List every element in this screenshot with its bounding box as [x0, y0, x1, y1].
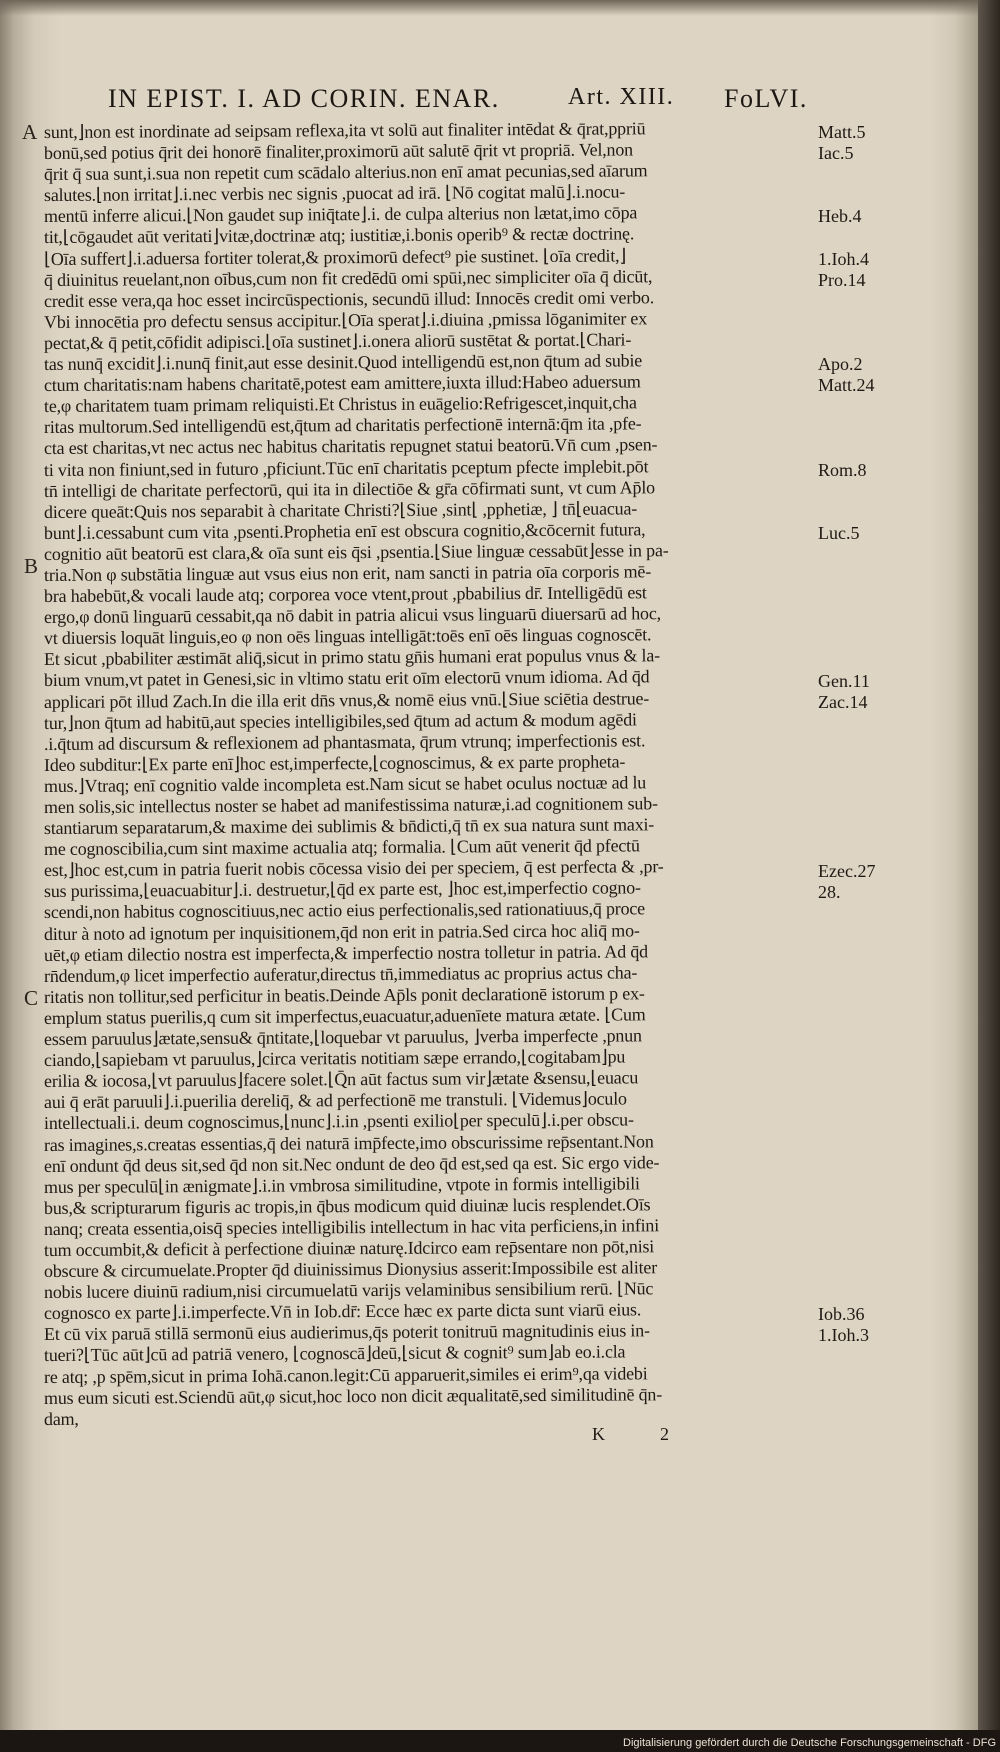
text-line: intellectuali.i. deum cognoscimus,⌊nunc⌋.i.in ,psenti exilio⌊per speculū⌋.i.per obscu-	[43, 1109, 634, 1134]
text-line: cognitio aūt beatorū est clara,& oīa sunt eis q̄si ,psentia.⌊Siue linguæ cessabūt⌋esse in pa-	[43, 540, 669, 564]
text-line: sus purissima,⌊euacuabitur⌋.i. destruetur,⌊q̄d ex parte est, ⌋hoc est,imperfectio cogno-	[43, 877, 641, 902]
text-line: salutes.⌊non irritat⌋.i.nec verbis nec signis ,puocat ad irā. ⌊Nō cogitat malū⌋.i.nocu-	[43, 181, 626, 206]
margin-reference: 1.Ioh.4	[818, 248, 869, 269]
margin-reference: Rom.8	[818, 459, 867, 480]
section-letter-a: A	[22, 120, 38, 144]
text-line: rn̄dendum,φ licet imperfectio auferatur,directus tn̄,immediatus ac proprius actus cha-	[43, 962, 638, 986]
margin-reference: Iac.5	[818, 143, 854, 164]
margin-reference: Gen.11	[818, 670, 870, 691]
text-line: erilia & iocosa,⌊vt paruulus⌋facere solet.⌊Q̄n aūt factus sum vir⌋ætate &sensu,⌊euacu	[43, 1067, 639, 1092]
text-line: tueri?⌊Tūc aūt⌋cū ad patriā venero, ⌊cognoscā⌋deū,⌊sicut & cognit⁹ sum⌋ab eo.i.cla	[43, 1341, 626, 1366]
text-line: tit,⌊cōgaudet aūt veritati⌋vitæ,doctrinæ atq; iustitiæ,i.bonis operib⁹ & rectæ doctrinę.	[43, 223, 635, 248]
signature-letter: K	[592, 1424, 605, 1444]
text-line: men solis,sic intellectus noster se habet ad manifestissima naturæ,i.ad cognitionem sub-	[43, 793, 658, 817]
text-line: mus eum sicuti est.Sciendū aūt,φ sicut,hoc loco non dicit æqualitatē,sed similitudinē q̄n-	[43, 1383, 663, 1408]
margin-reference: Matt.24	[818, 375, 875, 396]
margin-reference: 1.Ioh.3	[818, 1324, 869, 1345]
text-line: tur,⌋non q̄tum ad habitū,aut species intelligibiles,sed q̄tum ad actum & modum agēdi	[43, 709, 637, 733]
text-line: scendi,non habitus cognoscitiuus,nec actio eius perfectionalis,sed rationatiuus,q̄ proce	[43, 898, 645, 923]
margin-reference: Heb.4	[818, 206, 862, 227]
text-line: tum occumbit,& deficit à perfectione diuinæ naturę.Idcirco eam rep̄sentare non pōt,nisi	[43, 1236, 655, 1260]
text-line: stantiarum separatarum,& maxime dei sublimis & bn̄dicti,q̄ tn̄ ex sua natura sunt maxi-	[43, 814, 655, 839]
book-edge	[978, 0, 1000, 1730]
signature-line	[0, 1424, 978, 1448]
text-line: dam,	[43, 1408, 79, 1429]
margin-reference: Iob.36	[818, 1303, 865, 1324]
text-line: bra habebūt,& vocali laude atq; corporea voce vtent,prout ,pbabilius dr̄. Intelligēdū est	[43, 582, 647, 607]
margin-reference: Luc.5	[818, 522, 860, 543]
text-line: tn̄ intelligi de charitate perfectorū, qui ita in dilectiōe & gr̄a cōfirmati sunt, vt cum Ap̄lo	[43, 476, 655, 501]
text-line: ditur à noto ad ignotum per inquisitionem,q̄d non erit in patria.Sed circa hoc aliq̄ mo-	[43, 919, 640, 944]
text-line: applicari pōt illud Zach.In die illa erit dn̄s vnus,& nomē eius vnū.⌊Siue sciētia destrue-	[43, 687, 650, 712]
body-text	[43, 118, 816, 1430]
text-line: ritatis non tollitur,sed perficitur in beatis.Deinde Ap̄ls ponit declarationē istorum p ex-	[43, 983, 645, 1007]
margin-reference: Ezec.27	[818, 860, 876, 881]
text-line: tas nunq̄ excidit⌋.i.nunq̄ finit,aut esse desinit.Quod intelligendū est,non q̄tum ad subie	[43, 350, 643, 375]
text-line: me cognoscibilia,cum sint maxime actualia atq; formalia. ⌊Cum aūt venerit q̄d pfectū	[43, 835, 640, 860]
section-letter-c: C	[24, 986, 39, 1010]
text-line: essem paruulus⌋ætate,sensu& q̄ntitate,⌊loquebar vt paruulus, ⌋verba imperfecte ,pnun	[43, 1025, 642, 1050]
text-line: re atq; ,p spēm,sicut in prima Iohā.canon.legit:Cū apparuerit,similes ei erim⁹,qa videbi	[43, 1362, 648, 1387]
text-line: tria.Non φ substātia linguæ aut vsus eius non erit, nam sancti in patria oīa corporis mē-	[43, 561, 652, 585]
margin-reference: Apo.2	[818, 354, 863, 375]
text-line: mus per speculū⌊in ænigmate⌋.i.in vmbrosa similitudine, vtpote in formis intelligibili	[43, 1173, 640, 1197]
text-line: aui q̄ erāt paruuli⌋.i.puerilia dereliq̄, & ad perfectionē me transtuli. ⌊Videmus⌋oculo	[43, 1088, 627, 1113]
text-line: bonū,sed potius q̄rit dei honorē finaliter,proximorū aūt salutē q̄rit vt propriā. Vel,non	[43, 139, 633, 164]
text-line: ras imagines,s.creatas essentias,q̄ dei naturā imp̄fecte,imo obscurissime rep̄sentant.Non	[43, 1130, 654, 1155]
text-line: bunt⌋.i.cessabunt cum vita ,psenti.Prophetia enī est obscura cognitio,&cōcernit futura,	[43, 519, 646, 543]
text-line: bium vnum,vt patet in Genesi,sic in vltimo statu erit oīm electorū vnum idioma. Ad q̄d	[43, 666, 650, 691]
margin-reference: Matt.5	[818, 122, 866, 142]
text-line: obscure & circumuelate.Propter q̄d diuinissimus Dionysius asserit:Impossibile est aliter	[43, 1257, 658, 1282]
margin-reference: Zac.14	[818, 691, 868, 712]
article-number: Art. XIII.	[568, 84, 675, 110]
margin-reference: Pro.14	[818, 269, 866, 290]
text-line: ergo,φ donū linguarū cessabit,qa nō dabit in patria alicui vsus linguarū diuersarū ad hoc,	[43, 603, 661, 628]
text-line: enī ondunt q̄d deus sit,sed q̄d non sit.Nec ondunt de deo q̄d est,sed qa est. Sic ergo vide-	[43, 1151, 660, 1176]
text-line: ⌊Oīa suffert⌋.i.aduersa fortiter tolerat,& proximorū defect⁹ pie sustinet. ⌊oīa credit,⌋	[43, 245, 627, 269]
text-line: q̄rit q̄ sua sunt,i.sua non repetit cum scādalo alterius.non enī amat pecunias,sed aīarum	[43, 160, 648, 185]
text-line: vt diuersis loquāt linguis,eo φ non oēs linguas intelligāt:toēs enī oēs linguas cognoscēt.	[43, 624, 652, 649]
text-line: emplum status puerilis,q cum sit imperfectus,euacuatur,aduenīete matura ætate. ⌊Cum	[43, 1004, 646, 1028]
text-line: Et cū vix paruā stillā sermonū eius audierimus,q̄s poterit tonitruū magnitudinis eius in-	[43, 1320, 650, 1345]
digitization-credit: Digitalisierung gefördert durch die Deutsche Forschungsgemeinschaft - DFG	[623, 1737, 996, 1749]
running-title: IN EPIST. I. AD CORIN. ENAR.	[108, 84, 500, 113]
text-line: nobis lucere diuinū radium,nisi circumuelatū varijs velaminibus sensibilium rerū. ⌊Nūc	[43, 1278, 654, 1303]
top-shadow	[0, 0, 978, 16]
text-line: te,φ charitatem tuam primam reliquisti.Et Christus in euāgelio:Refrigescet,inquit,cha	[43, 392, 637, 417]
text-line: bus,& scripturarum figuris ac tropis,in q̄bus modicum quid diuinæ lucis resplendet.Oīs	[43, 1194, 651, 1218]
text-line: ctum charitatis:nam habens charitatē,potest eam amittere,iuxta illud:Habeo aduersum	[43, 371, 641, 396]
text-line: dicere queāt:Quis nos separabit à charitate Christi?⌊Siue ,sint⌊ ,pphetiæ, ⌋ tn̄⌊euacua-	[43, 498, 638, 522]
text-line: pectat,& q̄ petit,cōfidit adipisci.⌊oīa sustinet⌋.i.onera aliorū sustētat & portat.⌊Chari-	[43, 329, 632, 353]
section-letter-b: B	[24, 554, 39, 578]
text-line: credit esse vera,qa hoc esset incircūspectionis, secundū illud: Innocēs credit omi verbo.	[43, 287, 655, 311]
text-line: ti vita non finiunt,sed in futuro ,pficiunt.Tūc enī charitatis pceptum pfecte implebit.pōt	[43, 455, 649, 480]
text-line: Ideo subditur:⌊Ex parte enī⌋hoc est,imperfecte,⌊cognoscimus, & ex parte propheta-	[43, 751, 626, 775]
page-header	[108, 84, 828, 122]
text-line: sunt,⌋non est inordinate ad seipsam reflexa,ita vt solū aut finaliter intēdat & q̄rat,ppriū	[43, 118, 646, 142]
text-line: .i.q̄tum ad discursum & reflexionem ad phantasmata, q̄rum vtrunq; imperfectionis est.	[43, 730, 646, 754]
text-line: nanq; creata essentia,oisq̄ species intelligibilis intellectum in hac vita perficiens,in infini	[43, 1215, 660, 1239]
text-line: Et sicut ,pbabiliter æstimāt aliq̄,sicut in primo statu gn̄is humani erat populus vnus & la-	[43, 645, 660, 670]
folio-number: FoLVI.	[724, 84, 808, 113]
text-line: ciando,⌊sapiebam vt paruulus,⌋circa veritatis notitiam sæpe errando,⌊cogitabam⌋pu	[43, 1046, 626, 1071]
text-line: cta est charitas,vt nec actus nec habitus charitatis repugnet statui beatorū.Vn̄ cum ,psen-	[43, 434, 658, 459]
text-line: cognosco ex parte⌋.i.imperfecte.Vn̄ in Iob.dr̄: Ecce hæc ex parte dicta sunt viarū eius.	[43, 1299, 642, 1324]
text-line: mus.⌋Vtraq; enī cognitio valde incompleta est.Nam sicut se habet oculus noctuæ ad lu	[43, 772, 647, 796]
text-line: ritas multorum.Sed intelligendū est,q̄tum ad charitatis perfectionē internā:q̄m ita ,pfe-	[43, 413, 642, 438]
text-line: est,⌋hoc est,cum in patria fuerit nobis cōcessa visio dei per speciem, q̄ est perfecta & ,pr-	[43, 856, 664, 881]
text-line: Vbi innocētia pro defectu sensus accipitur.⌊Oīa sperat⌋.i.diuina ,pmissa lōganimiter ex	[43, 308, 648, 332]
margin-reference: 28.	[818, 881, 841, 902]
text-line: q̄ diuinitus reuelant,non oībus,cum non fit credēdū omi spūi,nec simpliciter oīa q̄ dicūt,	[43, 265, 653, 290]
text-line: uēt,φ etiam dilectio nostra est imperfecta,& imperfectio nostra tolletur in patria. Ad q̄d	[43, 940, 648, 965]
text-line: mentū inferre alicui.⌊Non gaudet sup iniq̄tate⌋.i. de culpa alterius non lætat,imo cōpa	[43, 202, 638, 227]
signature-number: 2	[660, 1424, 669, 1444]
